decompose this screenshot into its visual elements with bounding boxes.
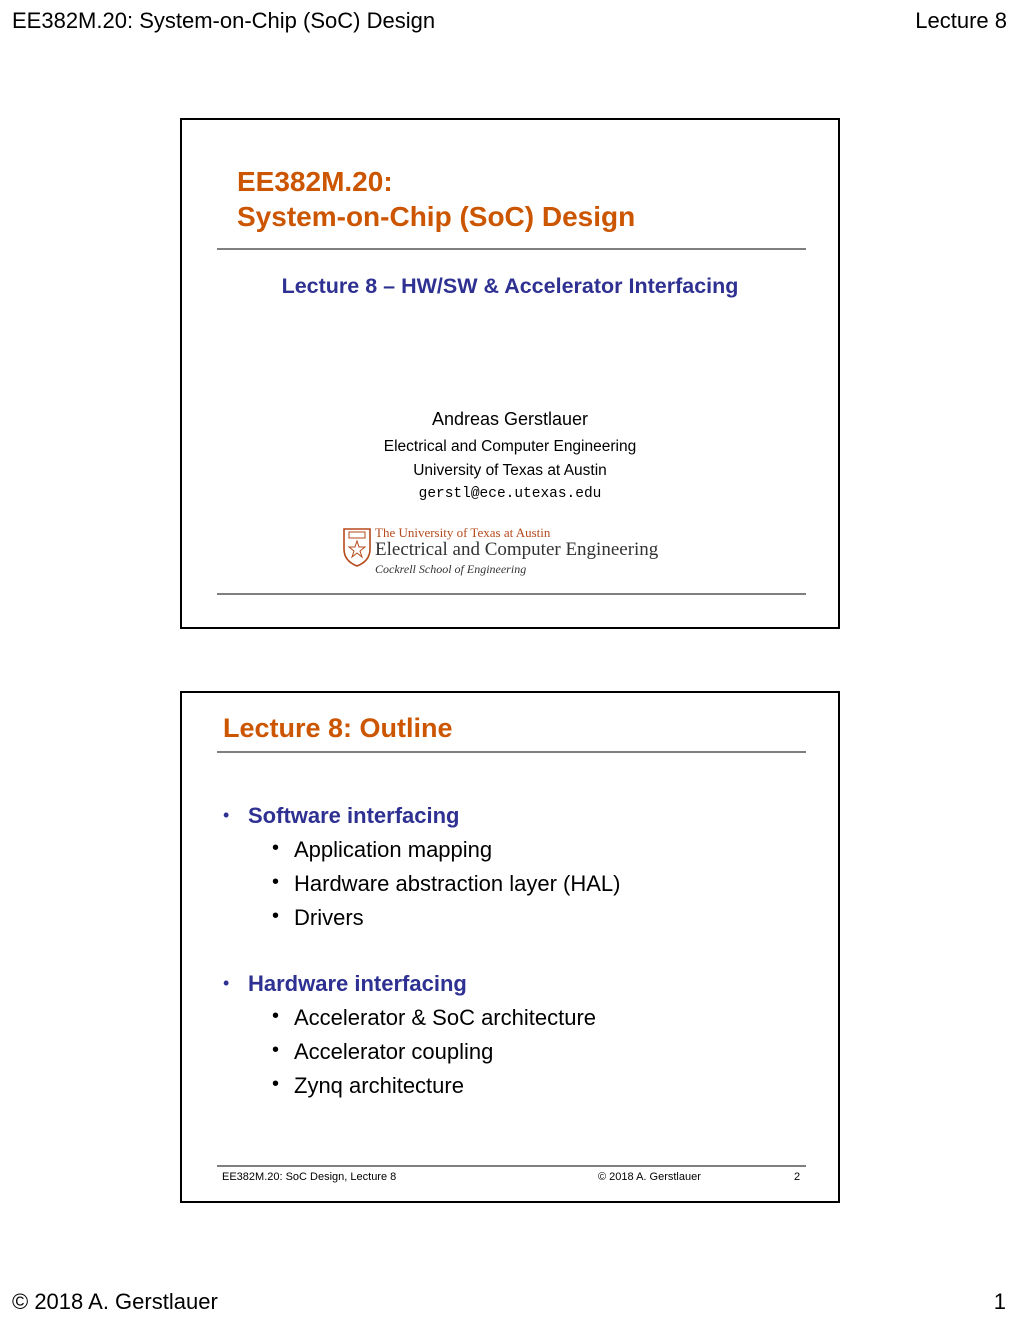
outline-slide <box>180 691 840 1203</box>
title-divider <box>217 751 806 753</box>
bullet-icon: • <box>272 1005 280 1027</box>
slide-title: Lecture 8: Outline <box>223 713 453 743</box>
footer-divider <box>217 1165 806 1167</box>
author-email: gerstl@ece.utexas.edu <box>418 486 602 502</box>
section-heading: Hardware interfacing <box>248 971 467 996</box>
title-slide <box>180 118 840 629</box>
bullet-icon: • <box>272 905 280 927</box>
slide-page-number: 2 <box>794 1171 801 1183</box>
bullet-icon: • <box>223 805 230 825</box>
logo-university: The University of Texas at Austin <box>375 525 551 540</box>
slide-title-line2: System-on-Chip (SoC) Design <box>237 201 636 232</box>
university-logo <box>342 525 682 575</box>
logo-department: Electrical and Computer Engineering <box>375 539 659 560</box>
slide-title <box>237 164 635 234</box>
slide-footer-course: EE382M.20: SoC Design, Lecture 8 <box>222 1171 397 1183</box>
page-number: 1 <box>993 1289 1006 1314</box>
slide-footer-copyright: © 2018 A. Gerstlauer <box>598 1171 701 1183</box>
page-footer-copyright: © 2018 A. Gerstlauer <box>12 1289 218 1314</box>
list-item-text: Zynq architecture <box>294 1073 464 1098</box>
bottom-divider <box>217 593 806 595</box>
list-item-text: Accelerator & SoC architecture <box>294 1005 597 1030</box>
list-item-text: Drivers <box>294 905 364 930</box>
page-header-course: EE382M.20: System-on-Chip (SoC) Design <box>12 8 436 33</box>
page-header-lecture: Lecture 8 <box>915 8 1007 33</box>
logo-school: Cockrell School of Engineering <box>375 562 527 576</box>
bullet-icon: • <box>272 837 280 859</box>
lecture-subtitle: Lecture 8 – HW/SW & Accelerator Interfacing <box>281 274 739 298</box>
list-item-text: Accelerator coupling <box>294 1039 494 1064</box>
author-university: University of Texas at Austin <box>413 462 607 479</box>
bullet-icon: • <box>272 1039 280 1061</box>
bullet-icon: • <box>272 871 280 893</box>
bullet-icon: • <box>223 973 230 993</box>
bullet-icon: • <box>272 1073 280 1095</box>
author-department: Electrical and Computer Engineering <box>383 438 637 455</box>
author-name: Andreas Gerstlauer <box>431 409 589 429</box>
list-item-text: Application mapping <box>294 837 493 862</box>
list-item-text: Hardware abstraction layer (HAL) <box>294 871 621 896</box>
title-divider <box>217 248 806 250</box>
section-heading: Software interfacing <box>248 803 460 828</box>
slide-title-line1: EE382M.20: <box>237 166 393 197</box>
ut-seal-icon <box>342 527 372 567</box>
